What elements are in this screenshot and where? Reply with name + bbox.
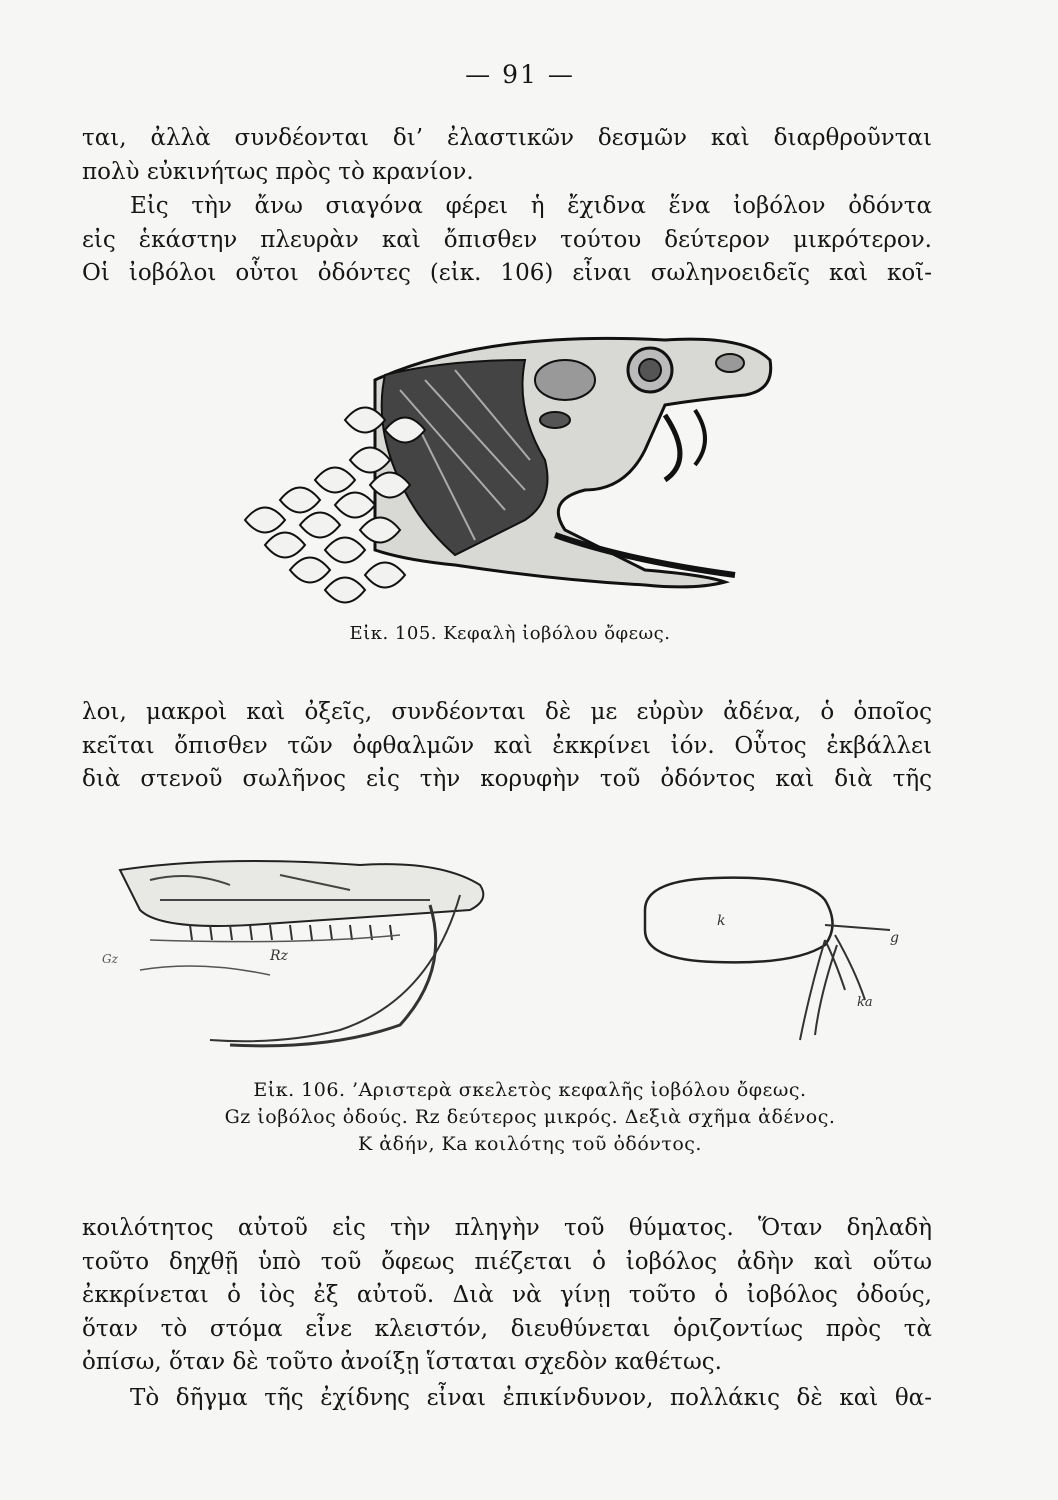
label-gz: Gz [102,952,118,966]
text-line: ὅταν τὸ στόμα εἶνε κλειστόν, διευθύνεται ὁριζοντίως πρὸς τὰ [82,1315,932,1342]
label-rz: Rz [270,948,288,964]
text-line: κεῖται ὄπισθεν τῶν ὀφθαλμῶν καὶ ἐκκρίνει ἰόν. Οὗτος ἐκβάλλει [82,732,932,759]
paragraph-4 [82,1212,932,1380]
figure-106-caption [140,1077,920,1158]
text-line: λοι, μακροὶ καὶ ὀξεῖς, συνδέονται δὲ με εὐρὺν ἀδένα, ὁ ὁποῖος [82,699,932,725]
text-line: ὀπίσω, ὅταν δὲ τοῦτο ἀνοίξῃ ἵσταται σχεδὸν καθέτως. [82,1349,722,1375]
paragraph-2 [82,190,932,291]
page-number: — 91 — [465,60,575,89]
label-ka: ka [857,995,873,1010]
text-line: ται, ἀλλὰ συνδέονται δι’ ἐλαστικῶν δεσμῶν καὶ διαρθροῦνται [82,125,932,151]
text-line: διὰ στενοῦ σωλῆνος εἰς τὴν κορυφὴν τοῦ ὀδόντος καὶ διὰ τῆς [82,766,932,792]
text-line: εἰς ἑκάστην πλευρὰν καὶ ὄπισθεν τούτου δεύτερον μικρότερον. [82,226,932,253]
paragraph-3 [82,696,932,797]
venom-gland-diagram [625,870,905,1050]
text-line: κοιλότητος αὐτοῦ εἰς τὴν πληγὴν τοῦ θύματος. Ὅταν δηλαδὴ [82,1215,932,1241]
figure-105-caption: Εἰκ. 105. Κεφαλὴ ἰοβόλου ὄφεως. [349,623,671,644]
text-line: πολὺ εὐκινήτως πρὸς τὸ κρανίον. [82,158,474,185]
text-line: ἐκκρίνεται ὁ ἰὸς ἐξ αὐτοῦ. Διὰ νὰ γίνῃ τοῦτο ὁ ἰοβόλος ὀδούς, [82,1282,932,1308]
label-g: g [890,930,899,946]
snake-head-illustration [225,320,785,620]
caption-line: Gz ἰοβόλος ὀδούς. Rz δεύτερος μικρός. Δεξιὰ σχῆμα ἀδένος. [224,1106,836,1128]
paragraph-1 [82,122,932,189]
text-line: Εἰς τὴν ἄνω σιαγόνα φέρει ἡ ἔχιδνα ἕνα ἰοβόλον ὀδόντα [130,193,932,219]
caption-line: Εἰκ. 106. ’Αριστερὰ σκελετὸς κεφαλῆς ἰοβόλου ὄφεως. [253,1079,807,1101]
label-k: k [717,913,726,929]
text-line: Οἱ ἰοβόλοι οὗτοι ὀδόντες (εἰκ. 106) εἶναι σωληνοειδεῖς καὶ κοῖ- [82,260,932,286]
caption-line: K ἀδήν, Ka κοιλότης τοῦ ὀδόντος. [358,1133,702,1155]
paragraph-5 [82,1382,932,1416]
text-line: Τὸ δῆγμα τῆς ἐχίδνης εἶναι ἐπικίνδυνον, πολλάκις δὲ καὶ θα- [130,1385,932,1411]
text-line: τοῦτο δηχθῇ ὑπὸ τοῦ ὄφεως πιέζεται ὁ ἰοβόλος ἀδὴν καὶ οὕτω [82,1248,932,1275]
snake-skull-diagram [100,850,500,1060]
